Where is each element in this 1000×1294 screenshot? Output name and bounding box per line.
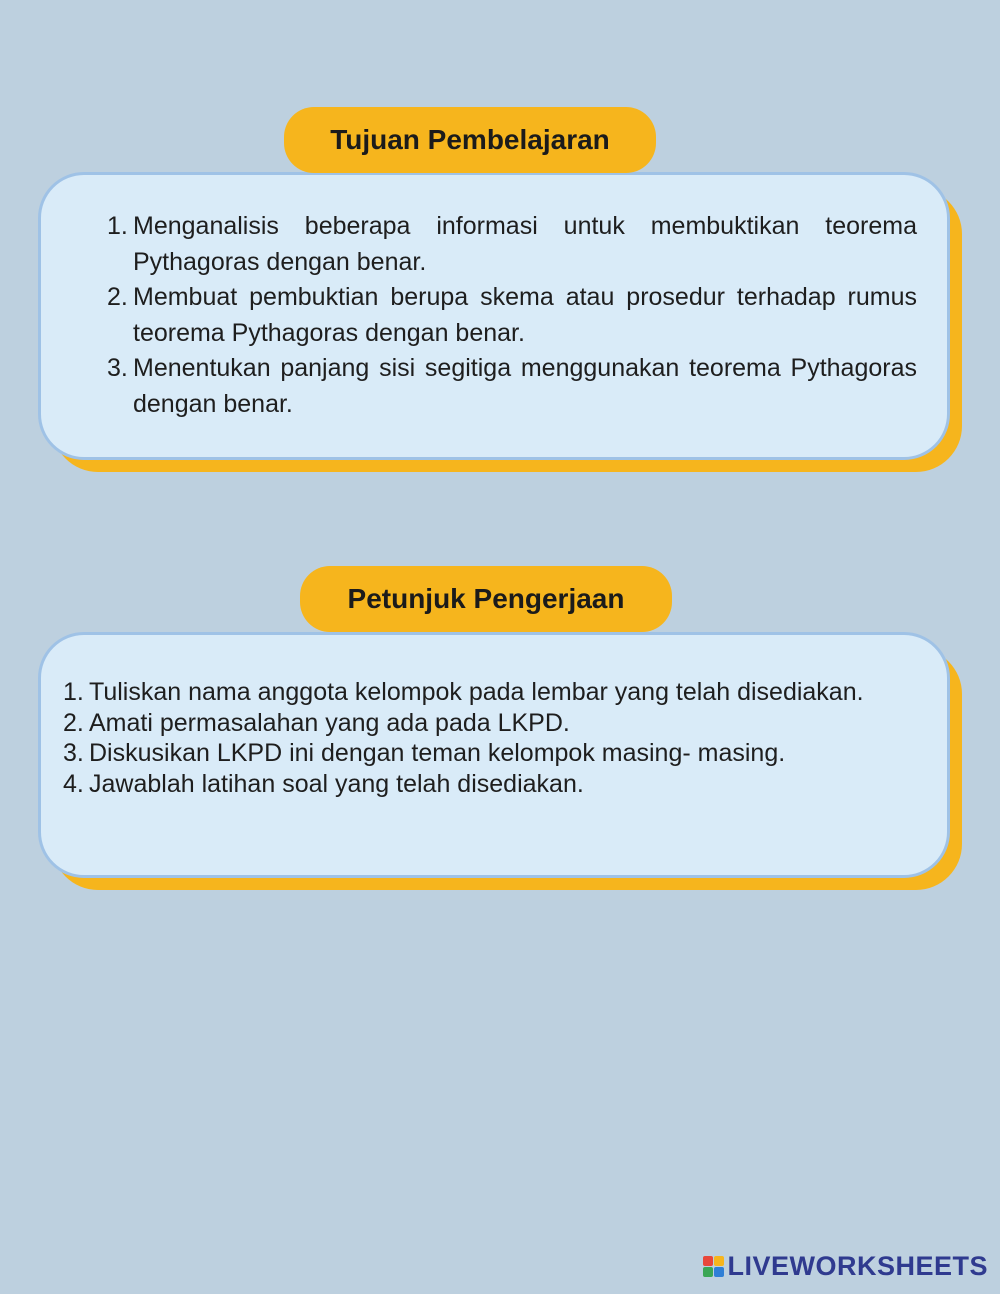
list-item <box>107 209 917 280</box>
logo-text: LIVEWORKSHEETS <box>727 1251 988 1281</box>
list-text: Tuliskan nama anggota kelompok pada lembar yang telah disediakan. <box>89 678 864 706</box>
list-number: 2. <box>63 708 84 737</box>
tujuan-card <box>38 172 950 460</box>
list-text: Jawablah latihan soal yang telah disediakan. <box>89 769 584 798</box>
list-number: 3. <box>63 739 84 767</box>
list-item <box>107 351 917 422</box>
logo-block <box>703 1256 713 1266</box>
section-title: Petunjuk Pengerjaan <box>347 583 625 614</box>
list-text: Diskusikan LKPD ini dengan teman kelompok masing- masing. <box>89 739 786 767</box>
logo-block <box>714 1256 724 1266</box>
list-text: Amati permasalahan yang ada pada LKPD. <box>89 708 570 737</box>
liveworksheets-logo <box>703 1251 988 1282</box>
list-item <box>107 280 917 351</box>
petunjuk-card <box>38 632 950 878</box>
tujuan-list <box>107 209 917 422</box>
section-title: Tujuan Pembelajaran <box>330 124 610 155</box>
section-title-pill <box>284 107 656 173</box>
list-number: 3. <box>107 354 128 382</box>
list-text: Menentukan panjang sisi segitiga menggunakan teorema Pythagoras dengan benar. <box>133 354 917 418</box>
logo-block <box>703 1267 713 1277</box>
list-number: 1. <box>107 212 128 240</box>
list-item <box>63 677 931 708</box>
list-item <box>63 738 931 769</box>
section-title-pill <box>300 566 672 632</box>
logo-block <box>714 1267 724 1277</box>
list-number: 4. <box>63 769 84 798</box>
list-text: Menganalisis beberapa informasi untuk membuktikan teorema Pythagoras dengan benar. <box>133 212 917 276</box>
list-item <box>63 708 931 739</box>
list-item <box>63 769 931 800</box>
list-number: 2. <box>107 283 128 311</box>
logo-icon <box>703 1256 724 1277</box>
petunjuk-list <box>63 677 931 799</box>
list-text: Membuat pembuktian berupa skema atau prosedur terhadap rumus teorema Pythagoras dengan benar. <box>133 283 917 347</box>
list-number: 1. <box>63 678 84 706</box>
